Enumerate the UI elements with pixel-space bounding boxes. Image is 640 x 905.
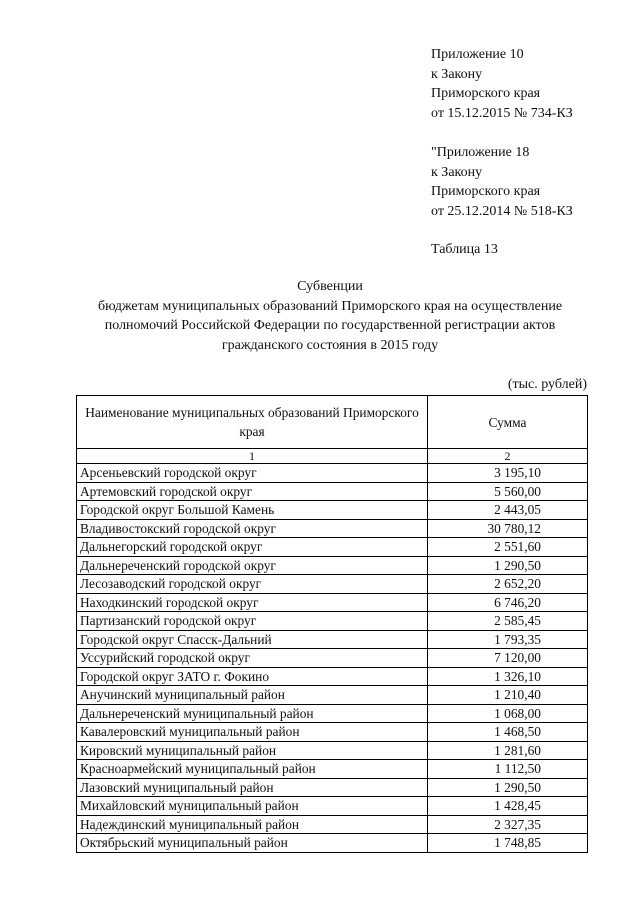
appendix-number: "Приложение 18 xyxy=(431,145,530,160)
municipality-name: Михайловский муниципальный район xyxy=(77,797,428,816)
municipality-name: Арсеньевский городской округ xyxy=(77,464,428,483)
title-line: гражданского состояния в 2015 году xyxy=(221,337,439,353)
municipality-name: Городской округ ЗАТО г. Фокино xyxy=(77,667,428,686)
municipality-name: Кировский муниципальный район xyxy=(77,741,428,760)
subsidy-amount: 1 290,50 xyxy=(428,556,588,575)
table-row xyxy=(77,556,588,575)
appendix-region: Приморского края xyxy=(431,86,541,101)
municipality-name: Октябрьский муниципальный район xyxy=(77,834,428,853)
column-header-sum: Сумма xyxy=(428,396,588,449)
appendix-law-label: к Закону xyxy=(431,66,483,82)
municipality-name: Партизанский городской округ xyxy=(77,612,428,631)
table-row xyxy=(77,741,588,760)
units-label: (тыс. рублей) xyxy=(507,377,587,392)
municipality-name: Владивостокский городской округ xyxy=(77,519,428,538)
table-row xyxy=(77,760,588,779)
appendix-number: Приложение 10 xyxy=(431,47,524,62)
table-row xyxy=(77,778,588,797)
document-title xyxy=(60,277,600,355)
table-row xyxy=(77,482,588,501)
table-row xyxy=(77,538,588,557)
subsidy-amount: 2 327,35 xyxy=(428,815,588,834)
title-line: бюджетам муниципальных образований Приморского края на осуществление xyxy=(97,298,563,314)
municipality-name: Дальнереченский муниципальный район xyxy=(77,704,428,723)
subsidy-amount: 1 748,85 xyxy=(428,834,588,853)
appendix-reference-current xyxy=(431,45,573,123)
subsidy-amount: 2 443,05 xyxy=(428,501,588,520)
subsidy-amount: 1 210,40 xyxy=(428,686,588,705)
table-row xyxy=(77,723,588,742)
subsidy-amount: 1 468,50 xyxy=(428,723,588,742)
column-number: 1 xyxy=(77,449,428,464)
subsidy-amount: 2 652,20 xyxy=(428,575,588,594)
municipality-name: Кавалеровский муниципальный район xyxy=(77,723,428,742)
subsidy-amount: 1 112,50 xyxy=(428,760,588,779)
title-line: полномочий Российской Федерации по государственной регистрации актов xyxy=(104,318,556,333)
appendix-law-date: от 25.12.2014 № 518-КЗ xyxy=(431,203,573,219)
column-number-row xyxy=(77,449,588,464)
appendix-law-date: от 15.12.2015 № 734-КЗ xyxy=(431,105,573,121)
title-line: Субвенции xyxy=(297,279,363,294)
table-row xyxy=(77,686,588,705)
table-row xyxy=(77,501,588,520)
table-row xyxy=(77,797,588,816)
column-header-name: Наименование муниципальных образований Приморского края xyxy=(77,396,428,449)
municipality-name: Артемовский городской округ xyxy=(77,482,428,501)
table-body xyxy=(77,464,588,853)
table-row xyxy=(77,612,588,631)
subsidy-amount: 30 780,12 xyxy=(428,519,588,538)
appendix-law-label: к Закону xyxy=(431,164,483,180)
table-number: Таблица 13 xyxy=(431,242,498,257)
table-row xyxy=(77,519,588,538)
table-row xyxy=(77,575,588,594)
municipality-name: Лесозаводский городской округ xyxy=(77,575,428,594)
appendix-region: Приморского края xyxy=(431,184,541,199)
table-header-row xyxy=(77,396,588,449)
municipality-name: Городской округ Спасск-Дальний xyxy=(77,630,428,649)
subsidy-amount: 6 746,20 xyxy=(428,593,588,612)
table-row xyxy=(77,464,588,483)
subsidy-amount: 1 793,35 xyxy=(428,630,588,649)
table-row xyxy=(77,593,588,612)
subsidy-amount: 1 281,60 xyxy=(428,741,588,760)
table-row xyxy=(77,649,588,668)
municipality-name: Уссурийский городской округ xyxy=(77,649,428,668)
subsidy-amount: 1 068,00 xyxy=(428,704,588,723)
table-row xyxy=(77,630,588,649)
table-row xyxy=(77,834,588,853)
subsidy-amount: 7 120,00 xyxy=(428,649,588,668)
municipality-name: Дальнереченский городской округ xyxy=(77,556,428,575)
subsidy-amount: 1 290,50 xyxy=(428,778,588,797)
table-row xyxy=(77,667,588,686)
subsidies-table xyxy=(76,395,588,853)
municipality-name: Надеждинский муниципальный район xyxy=(77,815,428,834)
subsidy-amount: 1 428,45 xyxy=(428,797,588,816)
municipality-name: Дальнегорский городской округ xyxy=(77,538,428,557)
table-row xyxy=(77,704,588,723)
municipality-name: Красноармейский муниципальный район xyxy=(77,760,428,779)
subsidy-amount: 1 326,10 xyxy=(428,667,588,686)
subsidy-amount: 5 560,00 xyxy=(428,482,588,501)
municipality-name: Находкинский городской округ xyxy=(77,593,428,612)
municipality-name: Лазовский муниципальный район xyxy=(77,778,428,797)
municipality-name: Городской округ Большой Камень xyxy=(77,501,428,520)
subsidy-amount: 2 551,60 xyxy=(428,538,588,557)
subsidy-amount: 3 195,10 xyxy=(428,464,588,483)
table-row xyxy=(77,815,588,834)
column-number: 2 xyxy=(428,449,588,464)
subsidy-amount: 2 585,45 xyxy=(428,612,588,631)
appendix-reference-previous xyxy=(431,143,573,221)
municipality-name: Анучинский муниципальный район xyxy=(77,686,428,705)
